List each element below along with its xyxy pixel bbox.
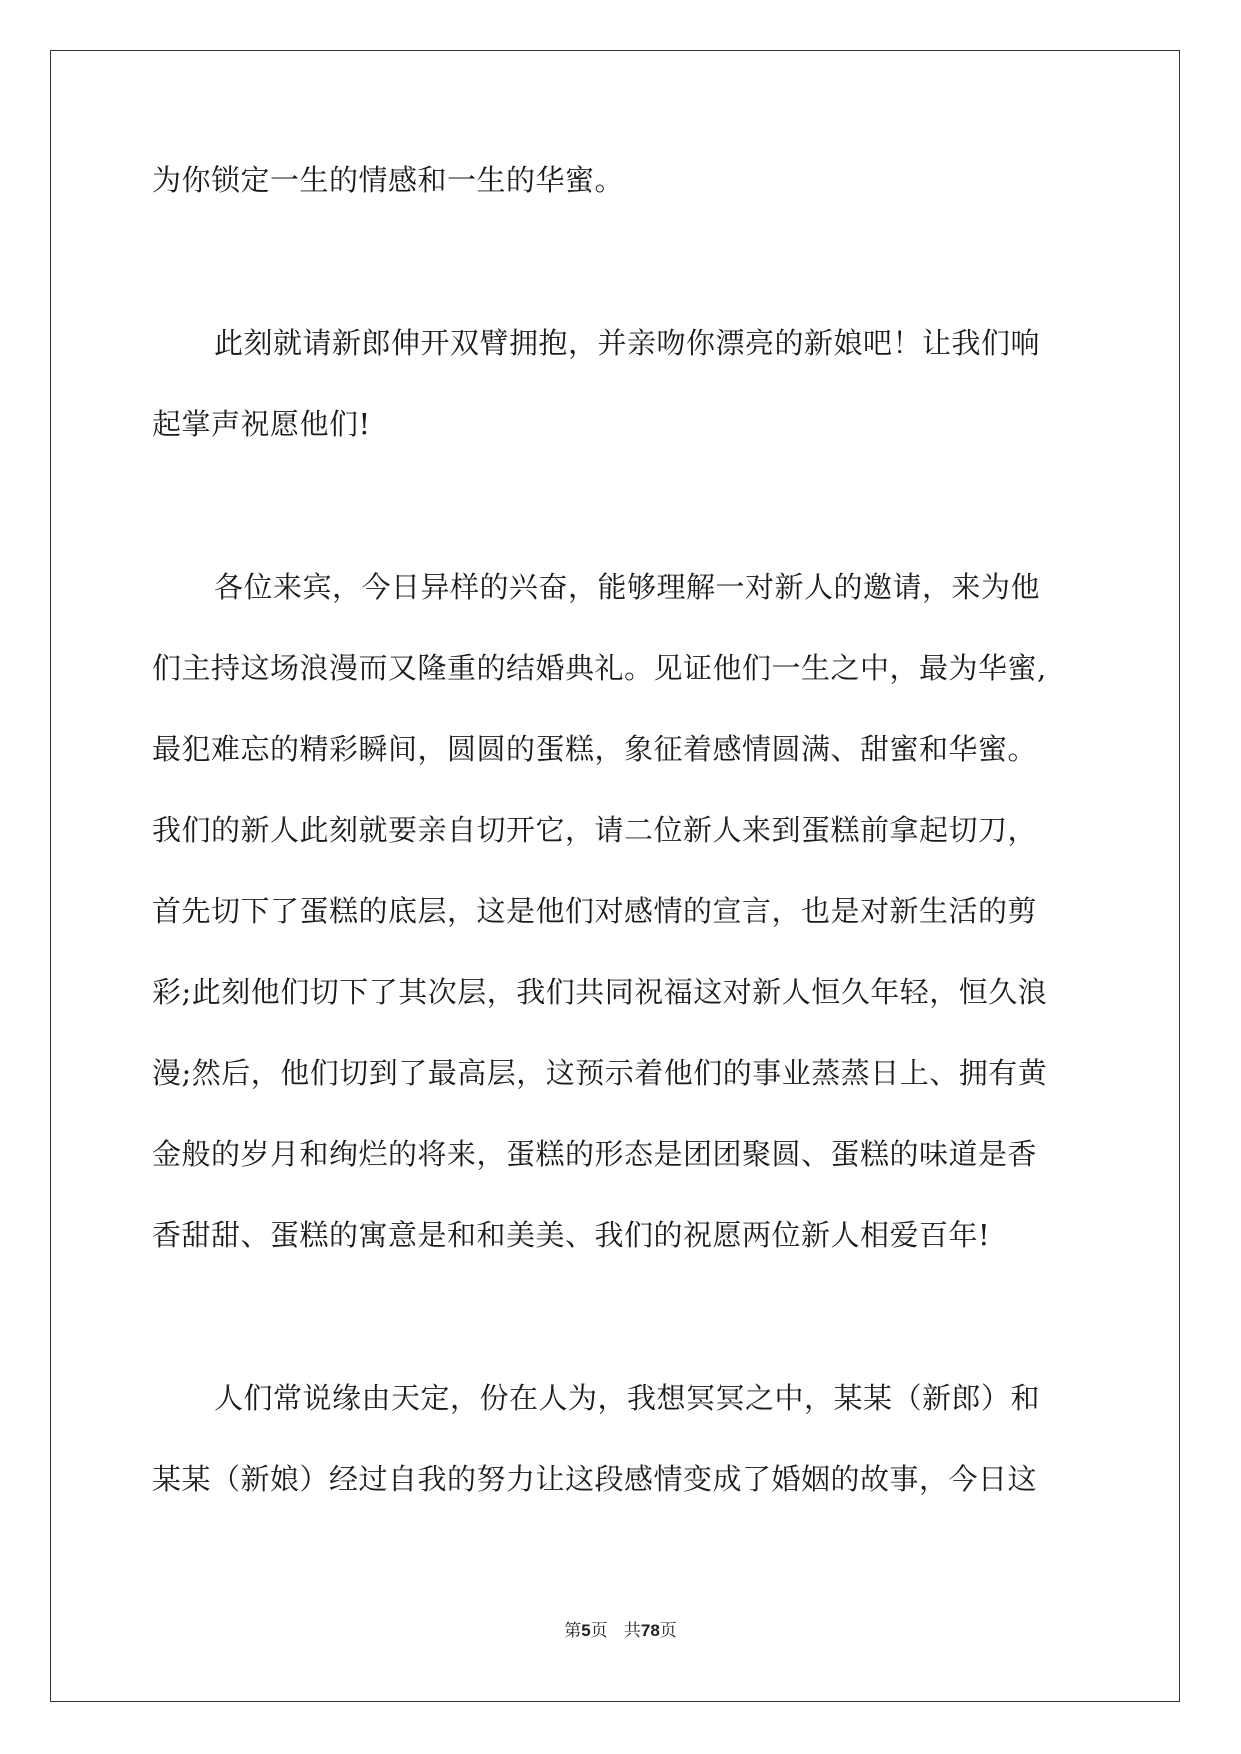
footer-prefix: 第 <box>564 1621 582 1641</box>
text-line: 人们常说缘由天定，份在人为，我想冥冥之中，某某（新郎）和 <box>214 1381 1041 1415</box>
page-number: 5 <box>581 1621 591 1640</box>
text-line: 漫;然后，他们切到了最高层，这预示着他们的事业蒸蒸日上、拥有黄 <box>152 1056 1048 1090</box>
text-line: 香甜甜、蛋糕的寓意是和和美美、我们的祝愿两位新人相爱百年! <box>152 1218 991 1252</box>
text-line: 为你锁定一生的情感和一生的华蜜。 <box>152 163 625 197</box>
paragraph-gap <box>152 241 1102 323</box>
text-line: 们主持这场浪漫而又隆重的结婚典礼。见证他们一生之中，最为华蜜, <box>152 651 1047 685</box>
text-line: 此刻就请新郎伸开双臂拥抱，并亲吻你漂亮的新娘吧！让我们响 <box>214 326 1041 360</box>
text-line: 最犯难忘的精彩瞬间，圆圆的蛋糕，象征着感情圆满、甜蜜和华蜜。 <box>152 732 1038 766</box>
text-line: 彩;此刻他们切下了其次层，我们共同祝福这对新人恒久年轻，恒久浪 <box>152 975 1048 1009</box>
footer-page-suffix: 页 <box>590 1621 608 1641</box>
document-body <box>152 160 1102 1540</box>
text-line: 起掌声祝愿他们! <box>152 407 371 441</box>
text-line: 各位来宾，今日异样的兴奋，能够理解一对新人的邀请，来为他 <box>214 570 1041 604</box>
text-line: 某某（新娘）经过自我的努力让这段感情变成了婚姻的故事，今日这 <box>152 1462 1038 1496</box>
page-footer <box>0 1616 1241 1641</box>
paragraph-gap <box>152 485 1102 567</box>
text-line: 金般的岁月和绚烂的将来，蛋糕的形态是团团聚圆、蛋糕的味道是香 <box>152 1137 1038 1171</box>
text-line: 我们的新人此刻就要亲自切开它，请二位新人来到蛋糕前拿起切刀， <box>152 813 1038 847</box>
paragraph-gap <box>152 1296 1102 1378</box>
total-pages: 78 <box>640 1621 660 1640</box>
text-line: 首先切下了蛋糕的底层，这是他们对感情的宣言，也是对新生活的剪 <box>152 894 1038 928</box>
footer-total-prefix: 共 <box>623 1621 641 1641</box>
footer-total-suffix: 页 <box>659 1621 677 1641</box>
